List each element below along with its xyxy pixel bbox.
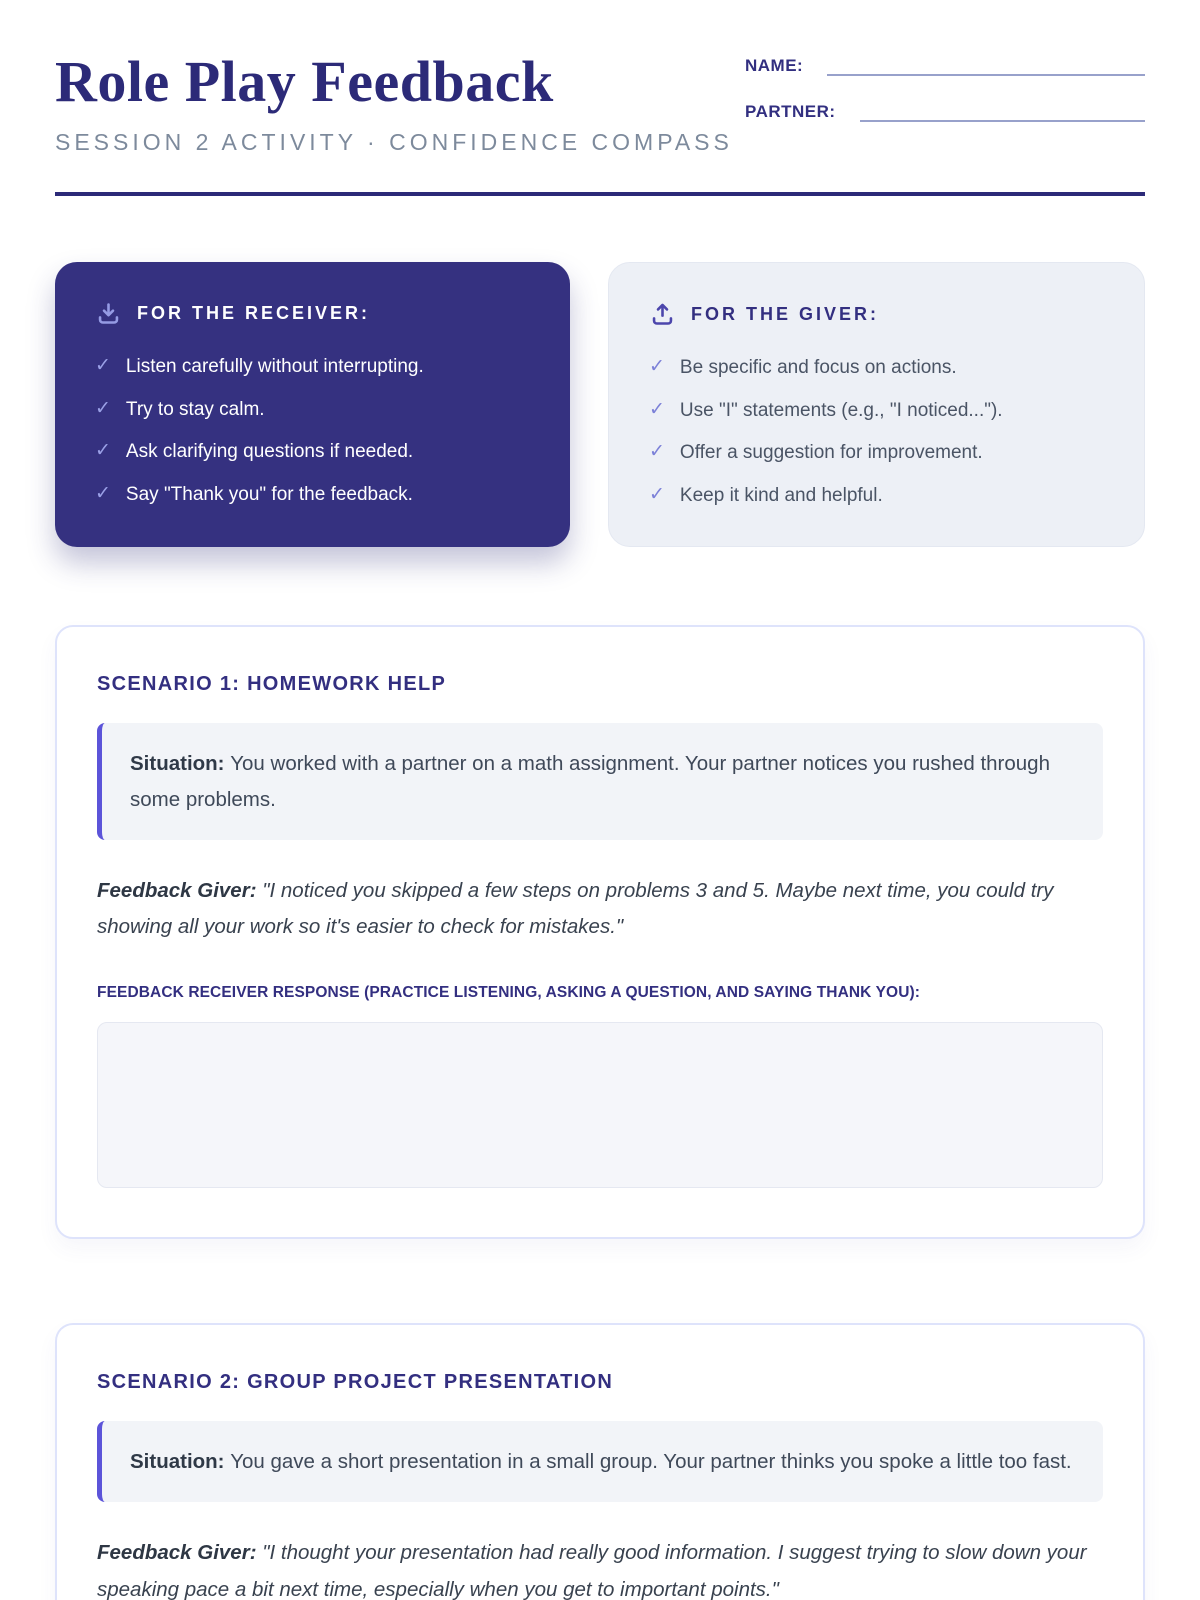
receiver-card-title: FOR THE RECEIVER: (137, 302, 371, 323)
checklist-item (649, 355, 1104, 381)
scenario-1-response-label: FEEDBACK RECEIVER RESPONSE (PRACTICE LISTENING, ASKING A QUESTION, AND SAYING THANK YOU): (97, 983, 921, 1001)
checklist-item (95, 482, 530, 508)
giver-card-title: FOR THE GIVER: (691, 303, 880, 324)
situation-label: Situation: (130, 1449, 231, 1473)
upload-icon (649, 301, 676, 328)
feedback-giver-quote: "I noticed you skipped a few steps on problems 3 and 5. Maybe next time, you could try showing all your work so it's easier to check for mistakes." (97, 878, 1054, 939)
check-icon: ✓ (649, 398, 665, 420)
giver-checklist (649, 355, 1104, 509)
checklist-item-label: Listen carefully without interrupting. (125, 355, 424, 377)
scenario-2-heading: SCENARIO 2: GROUP PROJECT PRESENTATION (97, 1370, 614, 1393)
check-icon: ✓ (649, 483, 665, 505)
receiver-card (55, 262, 570, 548)
check-icon: ✓ (95, 397, 111, 419)
download-icon (95, 300, 122, 327)
scenario-1-response-input[interactable] (97, 1022, 1103, 1188)
checklist-item-label: Keep it kind and helpful. (679, 484, 883, 506)
checklist-item-label: Use "I" statements (e.g., "I noticed..."). (679, 399, 1003, 421)
situation-label: Situation: (130, 752, 231, 776)
checklist-item-label: Offer a suggestion for improvement. (679, 442, 983, 464)
checklist-item (95, 439, 530, 465)
scenario-2-situation-box (97, 1421, 1103, 1502)
scenario-2-feedback-giver (97, 1535, 1103, 1600)
page-title: Role Play Feedback (55, 49, 554, 114)
checklist-item (95, 354, 530, 380)
checklist-item (649, 440, 1104, 466)
giver-card (608, 262, 1145, 548)
checklist-item-label: Ask clarifying questions if needed. (125, 441, 414, 463)
check-icon: ✓ (95, 354, 111, 376)
situation-text: You worked with a partner on a math assignment. Your partner notices you rushed through some problems. (130, 752, 1050, 811)
header (55, 49, 1145, 156)
checklist-item (649, 483, 1104, 509)
name-fields (745, 52, 1145, 148)
scenario-2-card (55, 1323, 1145, 1600)
checklist-item-label: Say "Thank you" for the feedback. (125, 483, 413, 505)
name-field-row (745, 56, 1145, 76)
situation-text: You gave a short presentation in a small group. Your partner thinks you spoke a little too fast. (230, 1449, 1072, 1473)
partner-label: PARTNER: (745, 102, 836, 121)
receiver-card-header (95, 300, 530, 327)
name-label: NAME: (745, 56, 804, 75)
scenario-1-feedback-giver (97, 873, 1103, 946)
check-icon: ✓ (649, 355, 665, 377)
checklist-item-label: Be specific and focus on actions. (679, 356, 957, 378)
scenario-1-card (55, 625, 1145, 1238)
feedback-giver-quote: "I thought your presentation had really good information. I suggest trying to slow down your speaking pace a bit next time, especially when you get to important points." (97, 1541, 1087, 1600)
giver-card-header (649, 301, 1104, 328)
scenario-1-situation-box (97, 723, 1103, 840)
check-icon: ✓ (95, 482, 111, 504)
instruction-cards (55, 262, 1145, 548)
header-divider (55, 192, 1145, 196)
name-input-line[interactable] (827, 56, 1145, 76)
checklist-item (649, 398, 1104, 424)
title-block (55, 49, 745, 156)
receiver-checklist (95, 354, 530, 508)
scenario-1-heading: SCENARIO 1: HOMEWORK HELP (97, 673, 447, 696)
checklist-item-label: Try to stay calm. (125, 398, 265, 420)
feedback-giver-label: Feedback Giver: (97, 1541, 263, 1565)
checklist-item (95, 397, 530, 423)
partner-input-line[interactable] (860, 102, 1145, 122)
check-icon: ✓ (95, 440, 111, 462)
page-subtitle: SESSION 2 ACTIVITY · CONFIDENCE COMPASS (55, 128, 733, 155)
partner-field-row (745, 102, 1145, 122)
feedback-giver-label: Feedback Giver: (97, 878, 263, 902)
check-icon: ✓ (649, 441, 665, 463)
